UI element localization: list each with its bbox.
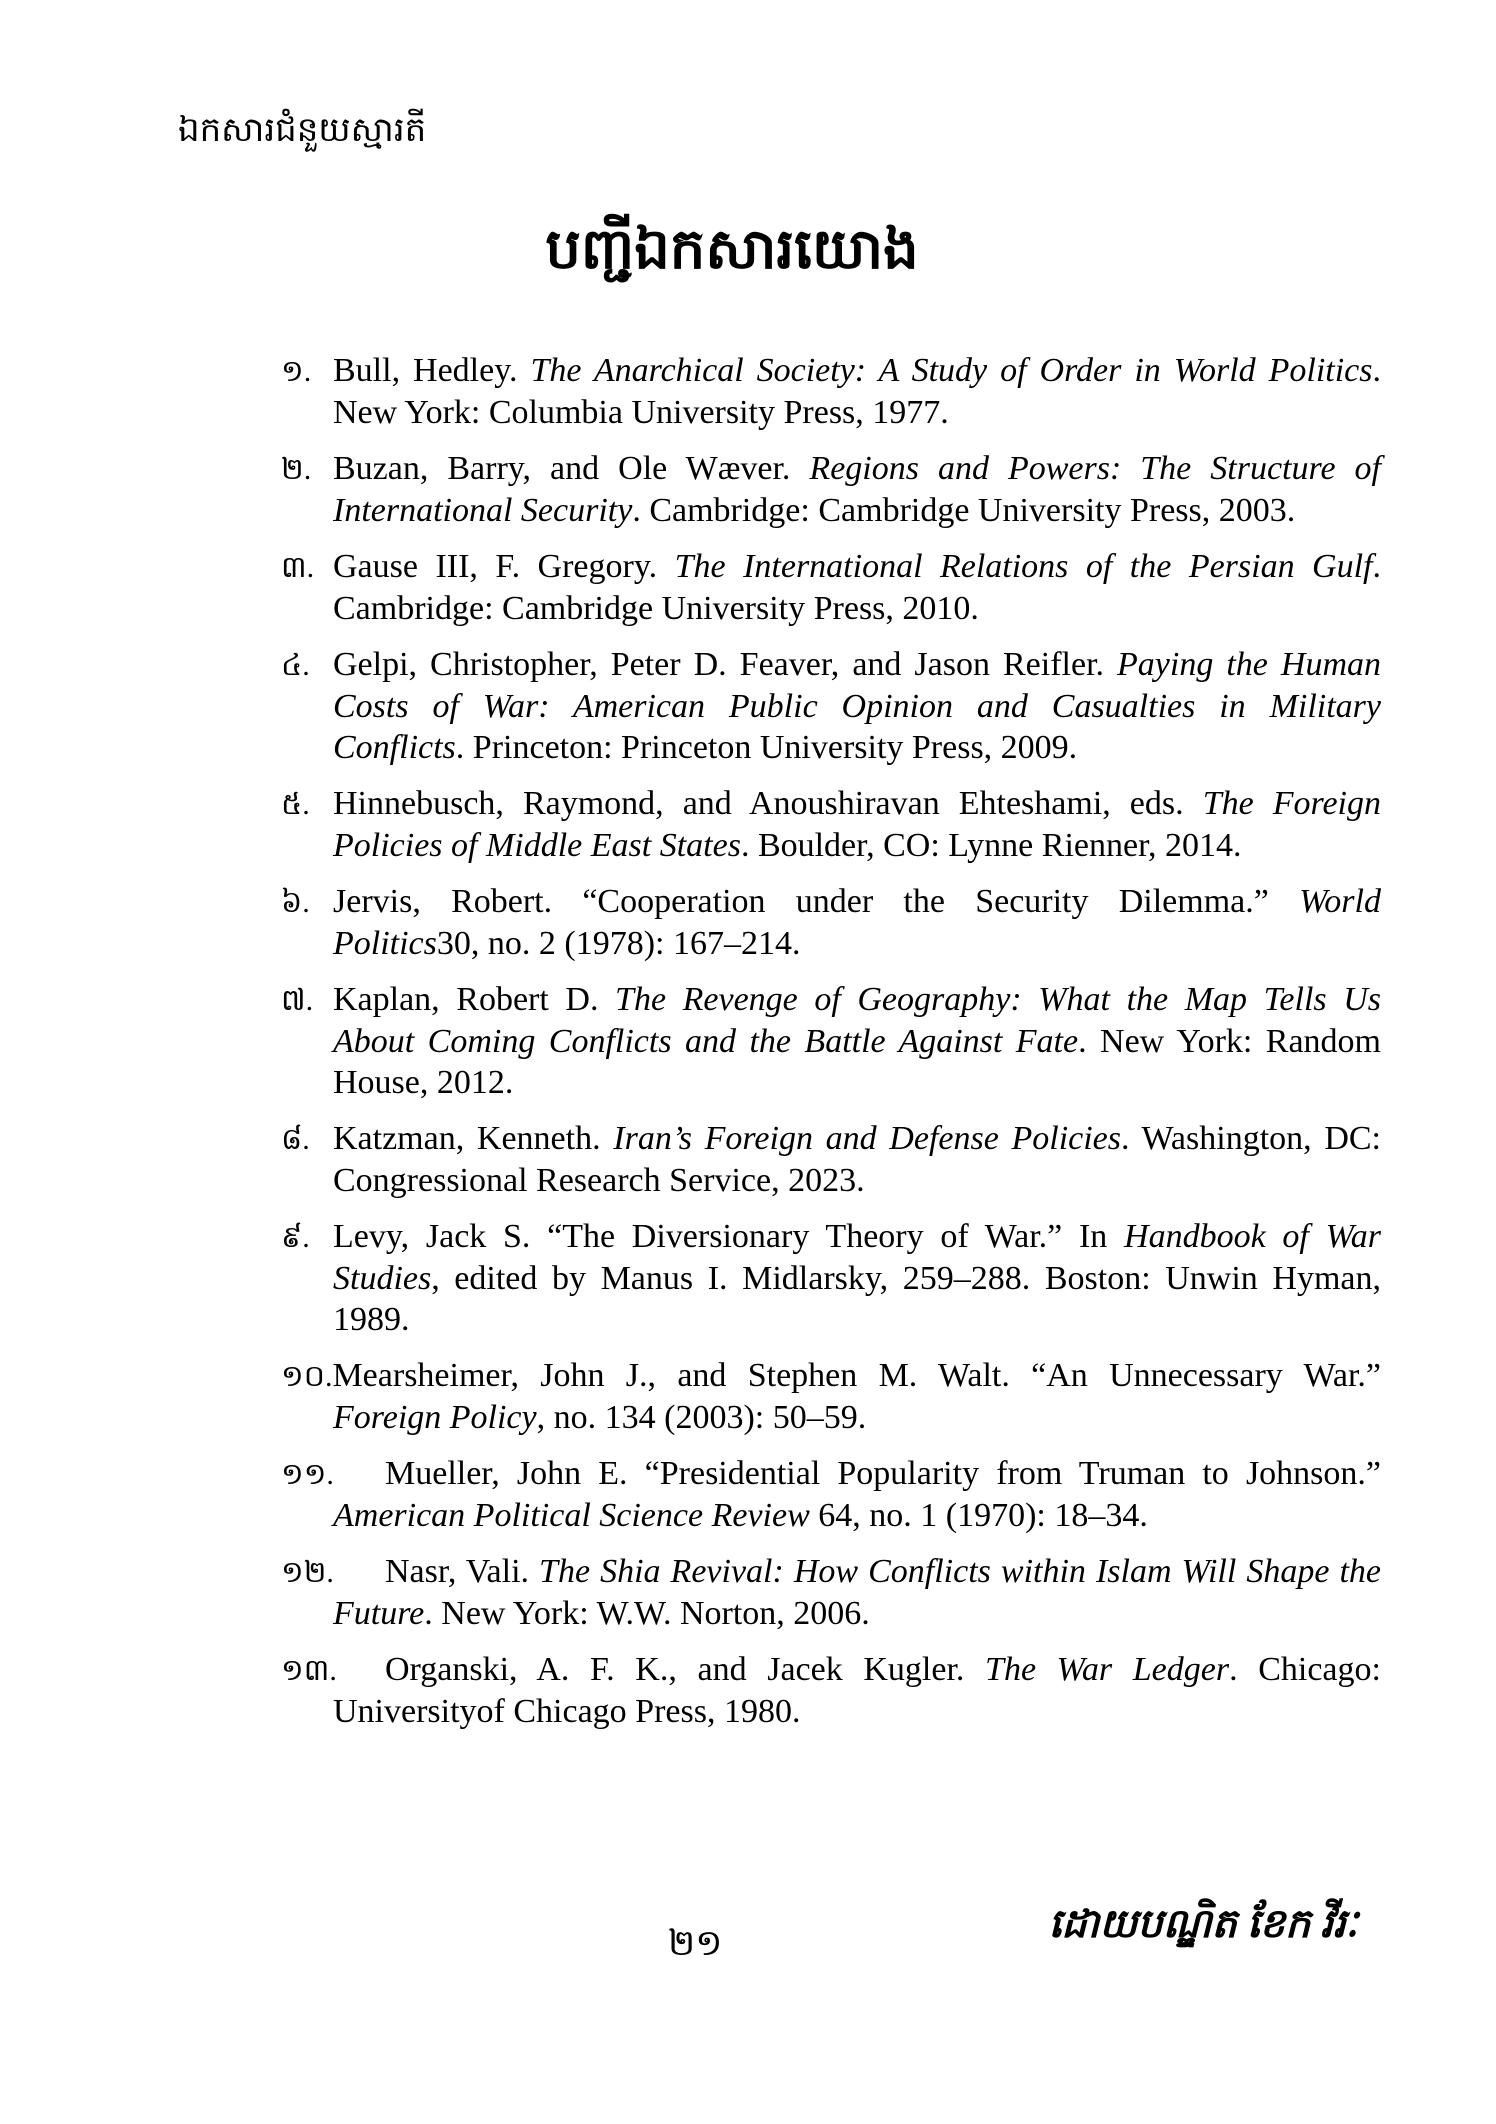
entry-title-segment: American Political Science Review [333, 1497, 810, 1534]
bibliography-entry [281, 1551, 1381, 1634]
entry-title-segment: Foreign Policy [333, 1399, 537, 1436]
entry-text-segment: . Boulder, CO: Lynne Rienner, 2014. [740, 827, 1242, 864]
bibliography-entry [281, 448, 1381, 531]
entry-text-segment: Gelpi, Christopher, Peter D. Feaver, and Jason Reifler. [333, 646, 1118, 683]
entry-title-segment: The War Ledger [985, 1651, 1230, 1688]
entry-number: ១១. [281, 1458, 334, 1491]
entry-text-segment: . Princeton: Princeton University Press, 2009. [455, 729, 1078, 766]
entry-text-segment: 64, no. 1 (1970): 18–34. [809, 1497, 1148, 1534]
entry-text-segment: . New York: Columbia University Press, 1977. [333, 352, 1382, 431]
entry-text-segment: . New York: W.W. Norton, 2006. [424, 1595, 870, 1632]
entry-text-segment: Levy, Jack S. “The Diversionary Theory of War.” In [333, 1218, 1125, 1255]
entry-number: ១៣. [281, 1654, 337, 1687]
entry-number: ៣. [281, 551, 315, 584]
entry-text-segment: Buzan, Barry, and Ole Wæver. [333, 450, 810, 487]
entry-text-segment: Katzman, Kenneth. [333, 1120, 614, 1157]
bibliography-entry [281, 350, 1381, 433]
entry-number: ៨. [281, 1123, 310, 1156]
bibliography-entry [281, 1118, 1381, 1201]
entry-title-segment: Iran’s Foreign and Defense Policies [613, 1120, 1121, 1157]
entry-title-segment: Regions and Powers: The Structure of International Security [333, 450, 1381, 529]
entry-text-segment: . Chicago: Universityof Chicago Press, 1980. [333, 1651, 1381, 1730]
entry-text-segment: . New York: Random House, 2012. [333, 1023, 1381, 1101]
bibliography-entry [281, 1216, 1381, 1340]
entry-text-segment: Mearsheimer, John J., and Stephen M. Walt. “An Unnecessary War.” [332, 1357, 1381, 1394]
entry-title-segment: The Foreign Policies of Middle East States [333, 785, 1382, 864]
entry-text-segment: 30, no. 2 (1978): 167–214. [436, 925, 801, 962]
entry-number: ៥. [281, 788, 310, 821]
entry-text-segment: Organski, A. F. K., and Jacek Kugler. [385, 1651, 986, 1688]
entry-text-segment: Gause III, F. Gregory. [333, 548, 675, 585]
bibliography-list [281, 350, 1381, 1747]
entry-text-segment: Hinnebusch, Raymond, and Anoushiravan Ehteshami, eds. [333, 785, 1203, 822]
bibliography-entry [281, 979, 1381, 1103]
entry-title-segment: The International Relations of the Persian Gulf [674, 548, 1373, 585]
entry-number: ៤. [281, 649, 310, 682]
entry-number: ១. [281, 355, 312, 388]
entry-title-segment: The Anarchical Society: A Study of Order in World Politics [530, 352, 1373, 389]
entry-number: ៦. [281, 886, 310, 919]
bibliography-entry [281, 1453, 1381, 1536]
entry-title-segment: The Revenge of Geography: What the Map Tells Us About Coming Conflicts and the Battle Against Fate [333, 981, 1381, 1060]
entry-number: ២. [281, 453, 312, 486]
entry-text-segment: Jervis, Robert. “Cooperation under the Security Dilemma.” [333, 883, 1300, 920]
bibliography-entry [281, 1355, 1381, 1438]
entry-number: ១០. [281, 1360, 333, 1393]
bibliography-entry [281, 783, 1381, 866]
author-credit: ដោយបណ្ឌិត ខែក វីរៈ [1048, 1901, 1358, 1946]
bibliography-entry [281, 546, 1381, 629]
entry-text-segment: Kaplan, Robert D. [333, 981, 616, 1018]
entry-title-segment: World Politics [333, 883, 1381, 962]
entry-text-segment: , no. 134 (2003): 50–59. [536, 1399, 867, 1436]
document-type-label: ឯកសារជំនួយស្មារតី [178, 112, 427, 149]
entry-number: ១២. [281, 1556, 334, 1589]
entry-title-segment: The Shia Revival: How Conflicts within Islam Will Shape the Future [333, 1553, 1381, 1632]
entry-text-segment: . Cambridge: Cambridge University Press, 2010. [333, 548, 1382, 627]
page-number: ២១ [668, 1923, 723, 1963]
bibliography-entry [281, 881, 1381, 964]
entry-text-segment: . Washington, DC: Congressional Research Service, 2023. [333, 1120, 1381, 1199]
entry-text-segment: Nasr, Vali. [385, 1553, 540, 1590]
entry-number: ៩. [281, 1221, 310, 1254]
entry-text-segment: , edited by Manus I. Midlarsky, 259–288. Boston: Unwin Hyman, 1989. [333, 1260, 1381, 1338]
entry-title-segment: Paying the Human Costs of War: American Public Opinion and Casualties in Military Conflicts [333, 646, 1382, 766]
entry-text-segment: Mueller, John E. “Presidential Popularity from Truman to Johnson.” [385, 1455, 1381, 1492]
bibliography-entry [281, 644, 1381, 768]
entry-text-segment: Bull, Hedley. [333, 352, 531, 389]
bibliography-entry [281, 1649, 1381, 1732]
entry-text-segment: . Cambridge: Cambridge University Press, 2003. [632, 492, 1296, 529]
entry-title-segment: Handbook of War Studies [333, 1218, 1381, 1297]
entry-number: ៧. [281, 984, 314, 1017]
page-title: បញ្ជីឯកសារយោង [545, 219, 919, 281]
